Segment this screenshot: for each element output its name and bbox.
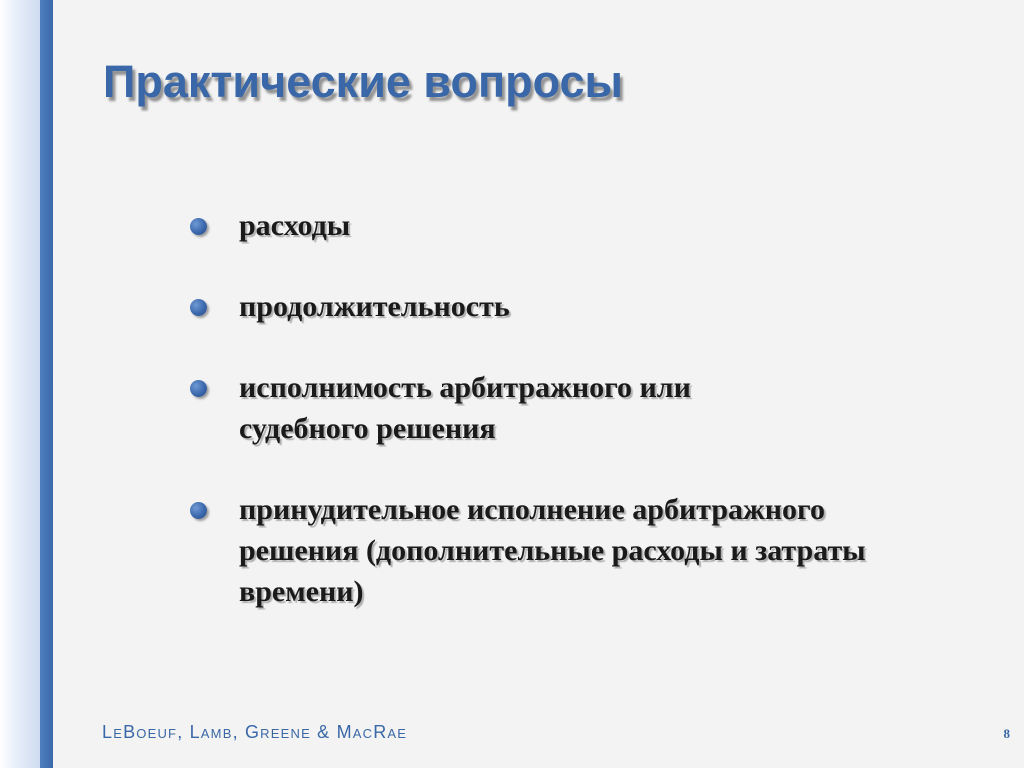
list-item [190,205,910,246]
bullet-dot-icon [190,380,207,397]
bullet-dot-icon [190,299,207,316]
bullet-dot-icon [190,502,207,519]
slide-title: Практические вопросы [103,56,623,107]
list-item [190,286,910,327]
bullet-text: исполнимость арбитражного или судебного решения [239,371,691,445]
bullet-text: принудительное исполнение арбитражного решения (дополнительные расходы и затраты времени) [239,493,866,608]
list-item [190,489,910,612]
bullet-list [190,205,910,652]
list-item [190,367,910,449]
left-gradient-band [0,0,40,768]
left-accent-bar [40,0,53,768]
page-number: 8 [1003,726,1010,741]
footer-firm-name: LeBoeuf, Lamb, Greene & MacRae [102,722,408,742]
bullet-dot-icon [190,218,207,235]
bullet-text: продолжительность [239,290,510,323]
bullet-text: расходы [239,209,351,242]
